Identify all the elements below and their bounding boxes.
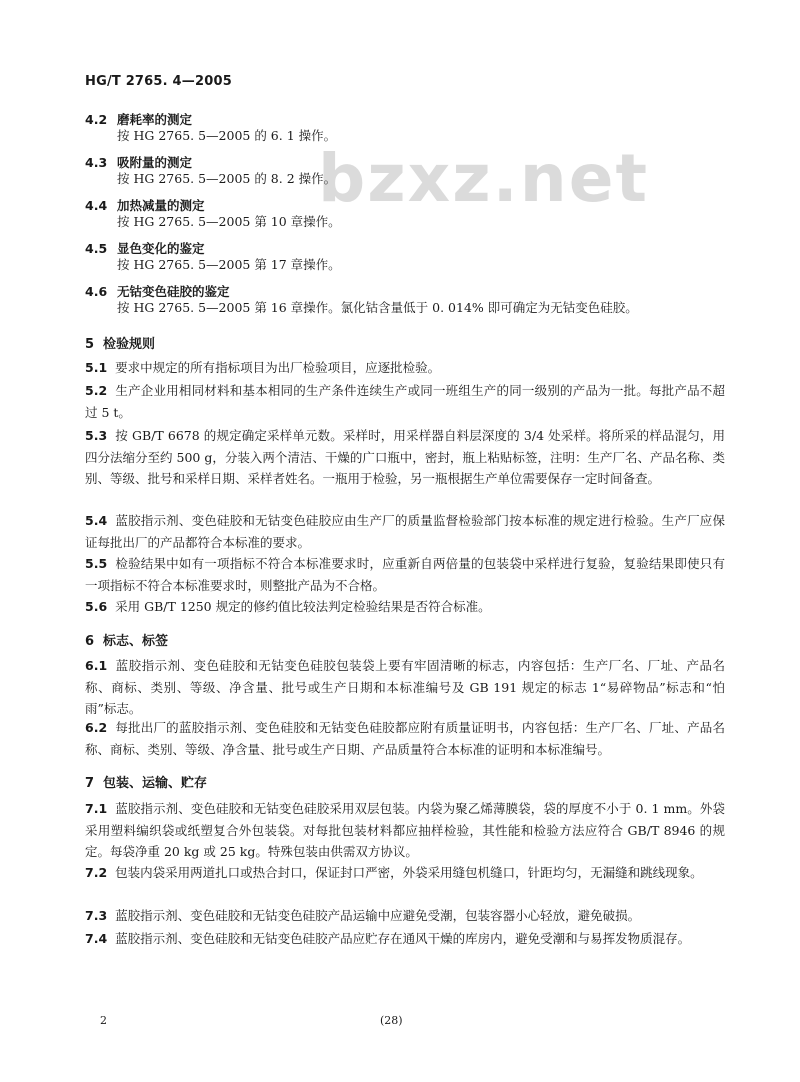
subsection-number: 4.5 — [85, 241, 108, 256]
subsection-text: 按 HG 2765. 5—2005 第 17 章操作。 — [117, 257, 341, 272]
clause-number: 5.5 — [85, 556, 108, 571]
page-number-left: 2 — [100, 1014, 107, 1027]
subsection-text: 按 HG 2765. 5—2005 的 8. 2 操作。 — [117, 171, 337, 186]
subsection-title: 显色变化的鉴定 — [117, 241, 205, 256]
clause-text: 按 GB/T 6678 的规定确定采样单元数。采样时，用采样器自料层深度的 3/4 处采样。将所采的样品混匀，用四分法缩分至约 500 g，分装入两个清洁、干燥的广口瓶中，密封，瓶上粘贴标签，注明：生产厂名、产品名称、类别、等级、批号和采样日期、采样者姓名。一瓶用于检验，另一瓶根据生产单位需要保存一定时间备查。 — [85, 428, 725, 486]
clause-text: 生产企业用相同材料和基本相同的生产条件连续生产或同一班组生产的同一级别的产品为一批。每批产品不超过 5 t。 — [85, 383, 725, 420]
clause-7-1 — [85, 798, 725, 863]
clause-text: 蓝胶指示剂、变色硅胶和无钴变色硅胶应由生产厂的质量监督检验部门按本标准的规定进行检验。生产厂应保证每批出厂的产品都符合本标准的要求。 — [85, 513, 725, 550]
clause-text: 蓝胶指示剂、变色硅胶和无钴变色硅胶包装袋上要有牢固清晰的标志，内容包括：生产厂名、厂址、产品名称、商标、类别、等级、净含量、批号或生产日期和本标准编号及 GB 191 规定的标志 1“易碎物品”标志和“怕雨”标志。 — [85, 658, 725, 716]
clause-number: 6.2 — [85, 720, 108, 735]
clause-number: 5.2 — [85, 383, 108, 398]
subsection-title: 加热减量的测定 — [117, 198, 205, 213]
clause-number: 5.4 — [85, 513, 108, 528]
clause-text: 要求中规定的所有指标项目为出厂检验项目，应逐批检验。 — [115, 360, 441, 375]
subsection-title: 吸附量的测定 — [117, 155, 193, 170]
clause-number: 7.4 — [85, 931, 108, 946]
watermark: bzxz.net — [318, 140, 650, 217]
section-5-title — [85, 333, 155, 352]
section-7-title — [85, 772, 207, 791]
subsection-4-4 — [85, 198, 341, 230]
section-number: 6 — [85, 634, 95, 649]
clause-6-2 — [85, 717, 725, 760]
subsection-4-3 — [85, 155, 336, 187]
clause-7-3 — [85, 905, 725, 927]
clause-5-6 — [85, 596, 725, 618]
clause-text: 蓝胶指示剂、变色硅胶和无钴变色硅胶产品运输中应避免受潮，包装容器小心轻放，避免破损。 — [115, 908, 641, 923]
subsection-number: 4.4 — [85, 198, 108, 213]
clause-number: 5.6 — [85, 599, 108, 614]
clause-5-5 — [85, 553, 725, 596]
section-title-text: 检验规则 — [103, 337, 156, 352]
subsection-text: 按 HG 2765. 5—2005 第 10 章操作。 — [117, 214, 341, 229]
section-number: 7 — [85, 776, 95, 791]
subsection-text: 按 HG 2765. 5—2005 的 6. 1 操作。 — [117, 128, 337, 143]
clause-number: 7.2 — [85, 865, 108, 880]
clause-text: 检验结果中如有一项指标不符合本标准要求时，应重新自两倍量的包装袋中采样进行复验，复验结果即使只有一项指标不符合本标准要求时，则整批产品为不合格。 — [85, 556, 725, 593]
section-number: 5 — [85, 337, 95, 352]
clause-5-3 — [85, 425, 725, 490]
subsection-title: 无钴变色硅胶的鉴定 — [117, 284, 230, 299]
clause-text: 采用 GB/T 1250 规定的修约值比较法判定检验结果是否符合标准。 — [115, 599, 491, 614]
standard-code: HG/T 2765. 4—2005 — [85, 74, 232, 89]
clause-text: 每批出厂的蓝胶指示剂、变色硅胶和无钴变色硅胶都应附有质量证明书，内容包括：生产厂名、厂址、产品名称、商标、类别、等级、净含量、批号或生产日期、产品质量符合本标准的证明和本标准编号。 — [85, 720, 725, 757]
clause-text: 蓝胶指示剂、变色硅胶和无钴变色硅胶产品应贮存在通风干燥的库房内，避免受潮和与易挥发物质混存。 — [115, 931, 691, 946]
section-title-text: 包装、运输、贮存 — [103, 776, 208, 791]
clause-number: 6.1 — [85, 658, 108, 673]
subsection-number: 4.3 — [85, 155, 108, 170]
subsection-4-2 — [85, 112, 336, 144]
page-number-center: (28) — [380, 1014, 403, 1027]
subsection-text: 按 HG 2765. 5—2005 第 16 章操作。氯化钴含量低于 0. 014% 即可确定为无钴变色硅胶。 — [117, 300, 638, 315]
clause-7-2 — [85, 862, 725, 884]
subsection-4-5 — [85, 241, 341, 273]
clause-5-2 — [85, 380, 725, 423]
clause-number: 5.3 — [85, 428, 108, 443]
clause-6-1 — [85, 655, 725, 720]
clause-7-4 — [85, 928, 725, 950]
clause-5-4 — [85, 510, 725, 553]
subsection-title: 磨耗率的测定 — [117, 112, 193, 127]
section-6-title — [85, 630, 168, 649]
clause-number: 7.3 — [85, 908, 108, 923]
clause-text: 蓝胶指示剂、变色硅胶和无钴变色硅胶采用双层包装。内袋为聚乙烯薄膜袋，袋的厚度不小于 0. 1 mm。外袋采用塑料编织袋或纸塑复合外包装袋。对每批包装材料都应抽样检验，其性能和检验方法应符合 GB/T 8946 的规定。每袋净重 20 kg 或 25 kg。特殊包装由供需双方协议。 — [85, 801, 725, 859]
clause-number: 5.1 — [85, 360, 108, 375]
section-title-text: 标志、标签 — [103, 634, 169, 649]
clause-number: 7.1 — [85, 801, 108, 816]
subsection-number: 4.2 — [85, 112, 108, 127]
subsection-4-6 — [85, 284, 638, 316]
clause-text: 包装内袋采用两道扎口或热合封口，保证封口严密，外袋采用缝包机缝口，针距均匀，无漏缝和跳线现象。 — [115, 865, 703, 880]
subsection-number: 4.6 — [85, 284, 108, 299]
clause-5-1 — [85, 357, 725, 379]
